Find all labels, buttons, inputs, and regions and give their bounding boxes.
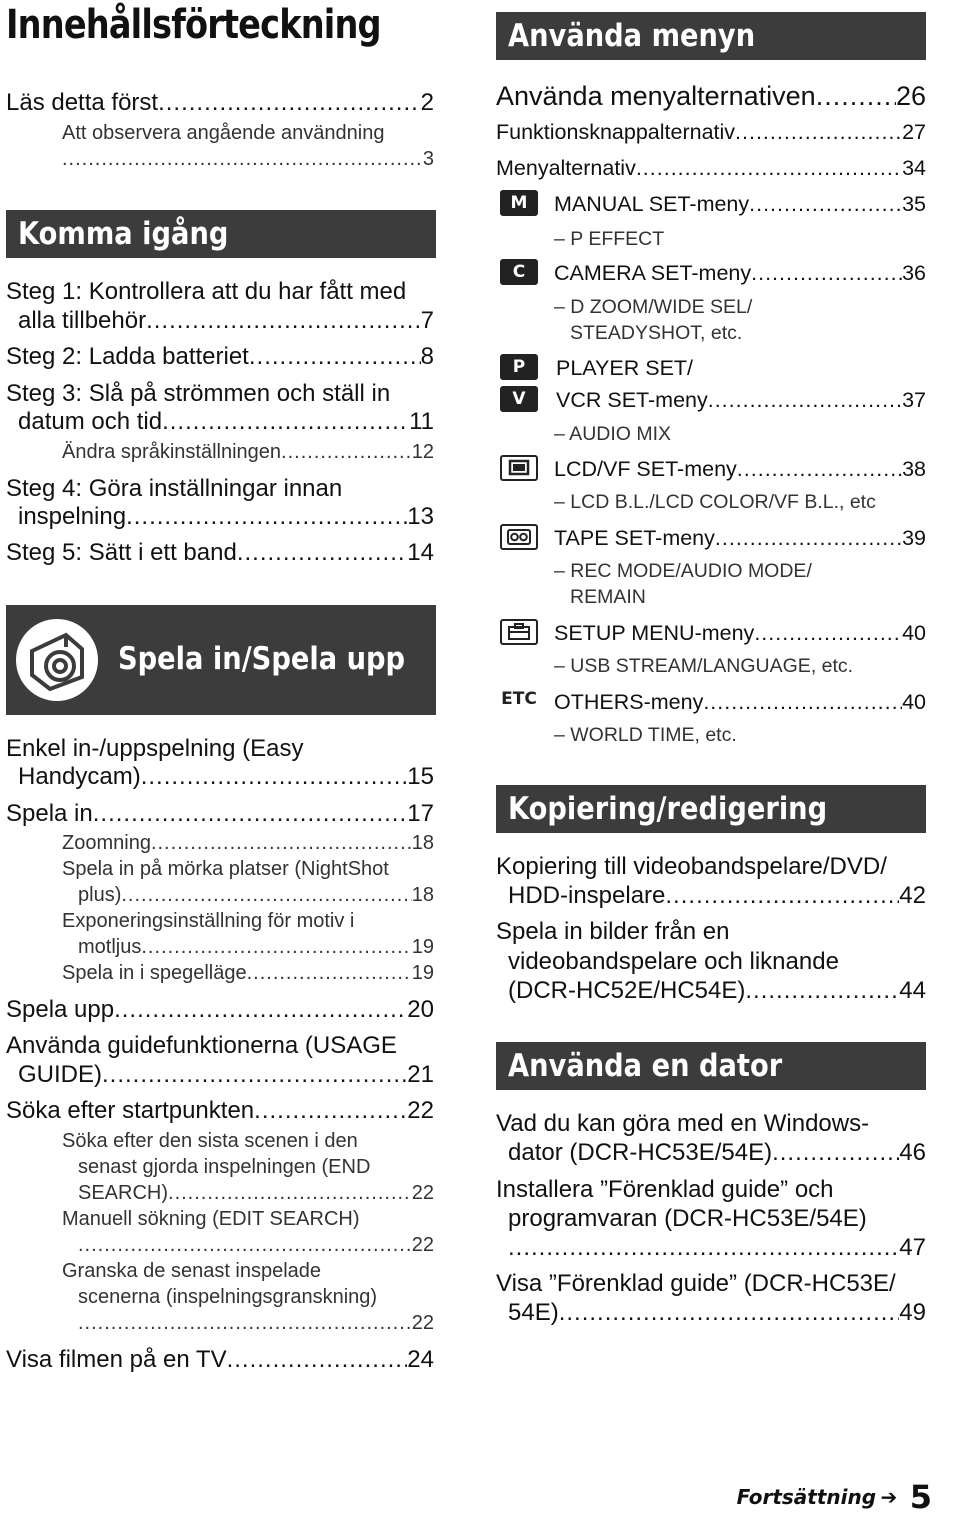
setup-menu-icon — [500, 619, 538, 645]
dot-leader — [93, 800, 408, 828]
dot-leader — [141, 936, 411, 959]
entry-title: HDD-inspelare — [508, 882, 666, 909]
page-number: 15 — [407, 763, 434, 790]
camera-set-icon: C — [500, 259, 538, 285]
toc-subentry[interactable] — [62, 962, 434, 985]
toc-entry[interactable]: Enkel in-/uppspelning (Easy — [6, 735, 304, 762]
page-number: 3 — [422, 148, 434, 170]
section-header-komma: Komma igång — [6, 210, 436, 258]
toc-subentry[interactable] — [78, 1234, 434, 1257]
page-number: 8 — [420, 343, 434, 370]
menu-subentry: – D ZOOM/WIDE SEL/ — [554, 296, 753, 318]
entry-title: Spela in — [6, 800, 93, 827]
page-number-footer: 5 — [909, 1478, 932, 1516]
dot-leader — [249, 343, 421, 371]
arrow-right-icon: ➔ — [880, 1485, 898, 1509]
entry-title: Steg 2: Ladda batteriet — [6, 343, 249, 370]
dot-leader — [508, 1234, 899, 1262]
menu-entry[interactable] — [554, 690, 926, 715]
menu-entry[interactable] — [554, 192, 926, 217]
dot-leader — [749, 192, 902, 217]
toc-entry[interactable] — [508, 1139, 926, 1167]
toc-entry[interactable] — [508, 977, 926, 1005]
toc-subentry[interactable]: scenerna (inspelningsgranskning) — [78, 1286, 378, 1308]
toc-subentry[interactable]: Exponeringsinställning för motiv i — [62, 910, 355, 932]
toc-entry[interactable] — [496, 156, 926, 181]
page-title: Innehållsförteckning — [6, 2, 381, 48]
toc-subentry[interactable] — [78, 1312, 434, 1335]
entry-title: Söka efter startpunkten — [6, 1097, 255, 1124]
page-footer — [736, 1474, 932, 1516]
menu-subentry: STEADYSHOT, etc. — [570, 322, 743, 344]
entry-title: plus) — [78, 884, 122, 906]
page-number: 12 — [411, 441, 434, 463]
toc-entry[interactable] — [6, 89, 434, 117]
toc-entry[interactable]: programvaran (DCR-HC53E/54E) — [508, 1205, 867, 1232]
page-number: 19 — [411, 936, 434, 958]
entry-title: Handycam) — [18, 763, 141, 790]
page-number: 46 — [899, 1139, 926, 1166]
others-icon: ETC — [500, 688, 538, 714]
toc-entry[interactable]: Använda guidefunktionerna (USAGE — [6, 1032, 397, 1059]
toc-entry[interactable]: Steg 3: Slå på strömmen och ställ in — [6, 380, 391, 407]
player-set-icon: P — [500, 354, 538, 380]
dot-leader — [151, 832, 412, 855]
toc-entry[interactable] — [18, 763, 434, 791]
entry-title: alla tillbehör — [18, 307, 147, 334]
dot-leader — [227, 1346, 408, 1374]
toc-entry[interactable] — [508, 1234, 926, 1262]
toc-entry[interactable]: Steg 1: Kontrollera att du har fått med — [6, 278, 407, 305]
menu-entry[interactable] — [554, 621, 926, 646]
toc-entry[interactable] — [6, 539, 434, 567]
dot-leader — [754, 621, 902, 646]
page-number: 38 — [902, 457, 926, 481]
page-number: 13 — [407, 503, 434, 530]
entry-title: Ändra språkinställningen — [62, 441, 282, 463]
page-number: 17 — [407, 800, 434, 827]
page-number: 39 — [902, 526, 926, 550]
toc-subentry[interactable]: Söka efter den sista scenen i den — [62, 1130, 358, 1152]
page-number: 18 — [411, 832, 434, 854]
dot-leader — [102, 1061, 407, 1089]
toc-subentry[interactable]: Spela in på mörka platser (NightShot — [62, 858, 389, 880]
section-header-dator: Använda en dator — [496, 1042, 926, 1090]
page-number: 27 — [902, 120, 926, 144]
dot-leader — [715, 526, 902, 551]
section-header-menyn: Använda menyn — [496, 12, 926, 60]
toc-entry[interactable] — [6, 1097, 434, 1125]
toc-entry[interactable] — [18, 307, 434, 335]
dot-leader — [281, 441, 412, 464]
toc-subentry[interactable] — [78, 1182, 434, 1205]
dot-leader — [168, 1182, 412, 1205]
page-number: 22 — [411, 1312, 434, 1334]
entry-title: datum och tid — [18, 408, 163, 435]
tape-set-icon — [500, 524, 538, 550]
toc-subentry[interactable] — [62, 441, 434, 464]
page-number: 2 — [420, 89, 434, 116]
entry-title: CAMERA SET-meny — [554, 261, 752, 285]
section-header-kopiering: Kopiering/redigering — [496, 785, 926, 833]
menu-subentry: – USB STREAM/LANGUAGE, etc. — [554, 655, 854, 677]
dot-leader — [737, 457, 902, 482]
entry-title: TAPE SET-meny — [554, 526, 715, 550]
toc-entry[interactable] — [496, 120, 926, 145]
vcr-set-icon: V — [500, 386, 538, 412]
entry-title: OTHERS-meny — [554, 690, 704, 714]
toc-entry[interactable]: Vad du kan göra med en Windows- — [496, 1110, 870, 1137]
toc-entry[interactable] — [6, 800, 434, 828]
toc-subentry[interactable]: Att observera angående användning — [62, 122, 385, 144]
dot-leader — [735, 120, 902, 145]
page-number: 36 — [902, 261, 926, 285]
toc-subentry[interactable]: Manuell sökning (EDIT SEARCH) — [62, 1208, 360, 1230]
menu-subentry: REMAIN — [570, 586, 646, 608]
menu-subentry: – WORLD TIME, etc. — [554, 724, 737, 746]
entry-title: Spela upp — [6, 996, 115, 1023]
dot-leader — [254, 1097, 407, 1125]
toc-entry[interactable]: Installera ”Förenklad guide” och — [496, 1176, 834, 1203]
dot-leader — [126, 503, 407, 531]
toc-subentry[interactable]: senast gjorda inspelningen (END — [78, 1156, 371, 1178]
dot-leader — [146, 307, 421, 335]
dot-leader — [158, 89, 421, 117]
entry-title: Spela in i spegelläge — [62, 962, 247, 984]
page-number: 20 — [407, 996, 434, 1023]
dot-leader — [78, 1312, 412, 1335]
page-number: 37 — [902, 388, 926, 412]
dot-leader — [708, 388, 902, 413]
entry-title: dator (DCR-HC53E/54E) — [508, 1139, 773, 1166]
page-number: 19 — [411, 962, 434, 984]
dot-leader — [114, 996, 407, 1024]
toc-entry[interactable] — [18, 408, 434, 436]
continued-label[interactable]: Fortsättning — [736, 1485, 877, 1509]
entry-title: (DCR-HC52E/HC54E) — [508, 977, 746, 1004]
toc-subentry[interactable] — [62, 832, 434, 855]
toc-entry[interactable] — [6, 343, 434, 371]
page-number: 22 — [407, 1097, 434, 1124]
dot-leader — [665, 882, 899, 910]
dot-leader — [559, 1299, 900, 1327]
page-number: 26 — [895, 81, 926, 111]
menu-entry[interactable] — [556, 388, 926, 413]
toc-entry[interactable]: Spela in bilder från en — [496, 918, 730, 945]
entry-title: SEARCH) — [78, 1182, 169, 1204]
page-number: 21 — [407, 1061, 434, 1088]
page-number: 49 — [899, 1299, 926, 1326]
page-number: 40 — [902, 690, 926, 714]
page-number: 47 — [899, 1234, 926, 1261]
page-number: 35 — [902, 192, 926, 216]
toc-entry[interactable] — [18, 1061, 434, 1089]
menu-entry[interactable]: PLAYER SET/ — [556, 356, 694, 380]
dot-leader — [62, 148, 423, 171]
toc-entry[interactable] — [496, 81, 926, 112]
dot-leader — [141, 763, 408, 791]
menu-entry[interactable] — [554, 526, 926, 551]
entry-title: 54E) — [508, 1299, 559, 1326]
toc-entry[interactable] — [508, 1299, 926, 1327]
dot-leader — [247, 962, 412, 985]
section-header-spela: Spela in/Spela upp — [6, 605, 436, 715]
page-number: 11 — [409, 408, 434, 435]
toc-entry[interactable] — [6, 996, 434, 1024]
dot-leader — [703, 690, 902, 715]
entry-title: VCR SET-meny — [556, 388, 708, 412]
dot-leader — [636, 156, 902, 181]
toc-subentry[interactable] — [78, 936, 434, 959]
menu-subentry: – REC MODE/AUDIO MODE/ — [554, 560, 812, 582]
entry-title: Steg 5: Sätt i ett band — [6, 539, 237, 566]
toc-subentry[interactable]: Granska de senast inspelade — [62, 1260, 322, 1282]
menu-subentry: – P EFFECT — [554, 228, 665, 250]
page-number: 14 — [407, 539, 434, 566]
toc-entry[interactable]: Visa ”Förenklad guide” (DCR-HC53E/ — [496, 1270, 896, 1297]
toc-entry[interactable] — [508, 882, 926, 910]
dot-leader — [121, 884, 411, 907]
page-number: 34 — [902, 156, 926, 180]
menu-subentry: – AUDIO MIX — [554, 423, 672, 445]
dot-leader — [745, 977, 899, 1005]
toc-entry[interactable]: videobandspelare och liknande — [508, 948, 839, 975]
toc-entry[interactable]: Kopiering till videobandspelare/DVD/ — [496, 853, 887, 880]
menu-entry[interactable] — [554, 261, 926, 286]
dot-leader — [751, 261, 902, 286]
page-number: 7 — [420, 307, 434, 334]
page-number: 40 — [902, 621, 926, 645]
dot-leader — [78, 1234, 412, 1257]
toc-entry[interactable] — [18, 503, 434, 531]
entry-title: Funktionsknappalternativ — [496, 120, 736, 144]
entry-title: Zoomning — [62, 832, 151, 854]
camcorder-icon — [16, 619, 98, 701]
dot-leader — [237, 539, 407, 567]
dot-leader — [816, 81, 896, 112]
page-number: 22 — [411, 1182, 434, 1204]
menu-subentry: – LCD B.L./LCD COLOR/VF B.L., etc — [554, 491, 876, 513]
entry-title: MANUAL SET-meny — [554, 192, 750, 216]
page-number: 18 — [411, 884, 434, 906]
menu-entry[interactable] — [554, 457, 926, 482]
toc-subentry[interactable] — [62, 148, 434, 171]
page-number: 44 — [899, 977, 926, 1004]
dot-leader — [162, 408, 409, 436]
page-number: 22 — [411, 1234, 434, 1256]
dot-leader — [772, 1139, 899, 1167]
toc-entry[interactable] — [6, 1346, 434, 1374]
manual-set-icon: M — [500, 190, 538, 216]
entry-title: Läs detta först — [6, 89, 159, 116]
page-number: 24 — [407, 1346, 434, 1373]
entry-title: SETUP MENU-meny — [554, 621, 755, 645]
entry-title: motljus — [78, 936, 142, 958]
entry-title: GUIDE) — [18, 1061, 102, 1088]
entry-title: Menyalternativ — [496, 156, 636, 180]
lcd-vf-set-icon — [500, 455, 538, 481]
entry-title: inspelning — [18, 503, 127, 530]
page-number: 42 — [899, 882, 926, 909]
entry-title: Visa filmen på en TV — [6, 1346, 227, 1373]
toc-subentry[interactable] — [78, 884, 434, 907]
entry-title: LCD/VF SET-meny — [554, 457, 737, 481]
entry-title: Använda menyalternativen — [496, 81, 816, 111]
toc-entry[interactable]: Steg 4: Göra inställningar innan — [6, 475, 343, 502]
